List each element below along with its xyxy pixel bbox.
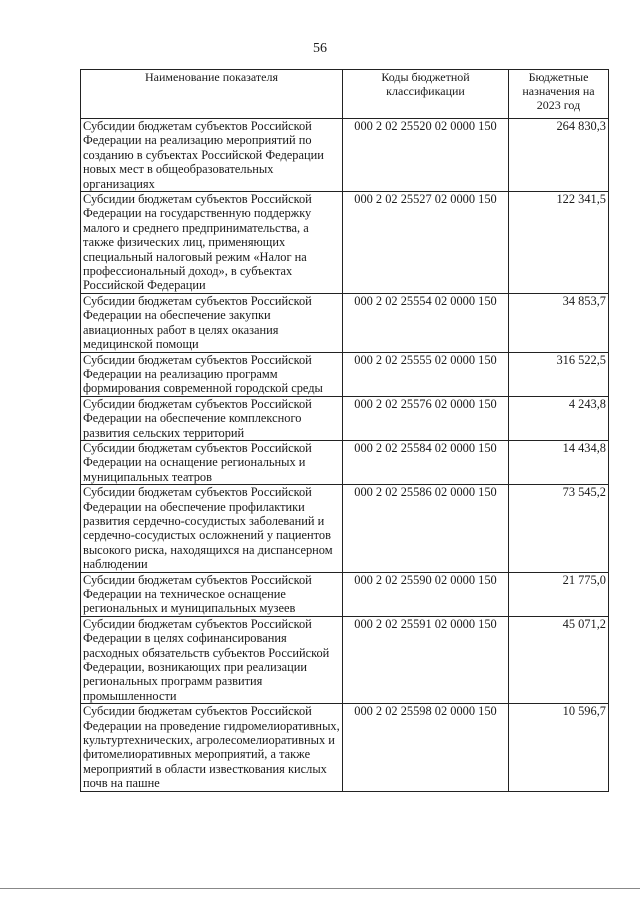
row-code: 000 2 02 25576 02 0000 150: [343, 396, 509, 440]
row-name: Субсидии бюджетам субъектов Российской Федерации на техническое оснащение региональных и муниципальных музеев: [81, 572, 343, 616]
row-code: 000 2 02 25598 02 0000 150: [343, 704, 509, 791]
row-sum: 4 243,8: [509, 396, 609, 440]
page-number: 56: [313, 41, 327, 56]
row-code: 000 2 02 25591 02 0000 150: [343, 616, 509, 703]
row-sum: 34 853,7: [509, 293, 609, 352]
budget-table: [80, 69, 609, 792]
row-name: Субсидии бюджетам субъектов Российской Федерации в целях софинансирования расходных обязательств субъектов Российской Федерации, возникающих при реализации региональных программ развития промышленности: [81, 616, 343, 703]
row-sum: 14 434,8: [509, 440, 609, 484]
row-name: Субсидии бюджетам субъектов Российской Федерации на реализацию программ формирования современной городской среды: [81, 352, 343, 396]
row-sum: 73 545,2: [509, 485, 609, 572]
table-row: [81, 192, 609, 294]
table-row: [81, 396, 609, 440]
table-row: [81, 119, 609, 192]
row-name: Субсидии бюджетам субъектов Российской Федерации на реализацию мероприятий по созданию в субъектах Российской Федерации новых мест в общеобразовательных организациях: [81, 119, 343, 192]
row-code: 000 2 02 25554 02 0000 150: [343, 293, 509, 352]
row-code: 000 2 02 25527 02 0000 150: [343, 192, 509, 294]
header-code: Коды бюджетной классификации: [343, 70, 509, 119]
table-row: [81, 572, 609, 616]
table-row: [81, 440, 609, 484]
table-row: [81, 704, 609, 791]
row-code: 000 2 02 25586 02 0000 150: [343, 485, 509, 572]
row-code: 000 2 02 25520 02 0000 150: [343, 119, 509, 192]
row-code: 000 2 02 25590 02 0000 150: [343, 572, 509, 616]
row-sum: 316 522,5: [509, 352, 609, 396]
table-row: [81, 293, 609, 352]
row-name: Субсидии бюджетам субъектов Российской Федерации на проведение гидромелиоративных, культуртехнических, агролесомелиоративных и фитомелиоративных мероприятий, а также мероприятий в области известкования кислых почв на пашне: [81, 704, 343, 791]
row-name: Субсидии бюджетам субъектов Российской Федерации на оснащение региональных и муниципальных театров: [81, 440, 343, 484]
row-name: Субсидии бюджетам субъектов Российской Федерации на обеспечение комплексного развития сельских территорий: [81, 396, 343, 440]
row-sum: 10 596,7: [509, 704, 609, 791]
table-header-row: [81, 70, 609, 119]
row-sum: 264 830,3: [509, 119, 609, 192]
row-name: Субсидии бюджетам субъектов Российской Федерации на обеспечение профилактики развития сердечно-сосудистых заболеваний и сердечно-сосудистых осложнений у пациентов высокого риска, находящихся на диспансерном наблюдении: [81, 485, 343, 572]
row-sum: 122 341,5: [509, 192, 609, 294]
table-row: [81, 485, 609, 572]
header-name: Наименование показателя: [81, 70, 343, 119]
row-sum: 45 071,2: [509, 616, 609, 703]
row-code: 000 2 02 25584 02 0000 150: [343, 440, 509, 484]
row-name: Субсидии бюджетам субъектов Российской Федерации на государственную поддержку малого и среднего предпринимательства, а также физических лиц, применяющих специальный налоговый режим «Налог на профессиональный доход», в субъектах Российской Федерации: [81, 192, 343, 294]
header-sum: Бюджетные назначения на 2023 год: [509, 70, 609, 119]
table-row: [81, 616, 609, 703]
table-row: [81, 352, 609, 396]
page-bottom-rule: [0, 888, 640, 889]
row-name: Субсидии бюджетам субъектов Российской Федерации на обеспечение закупки авиационных работ в целях оказания медицинской помощи: [81, 293, 343, 352]
row-sum: 21 775,0: [509, 572, 609, 616]
row-code: 000 2 02 25555 02 0000 150: [343, 352, 509, 396]
